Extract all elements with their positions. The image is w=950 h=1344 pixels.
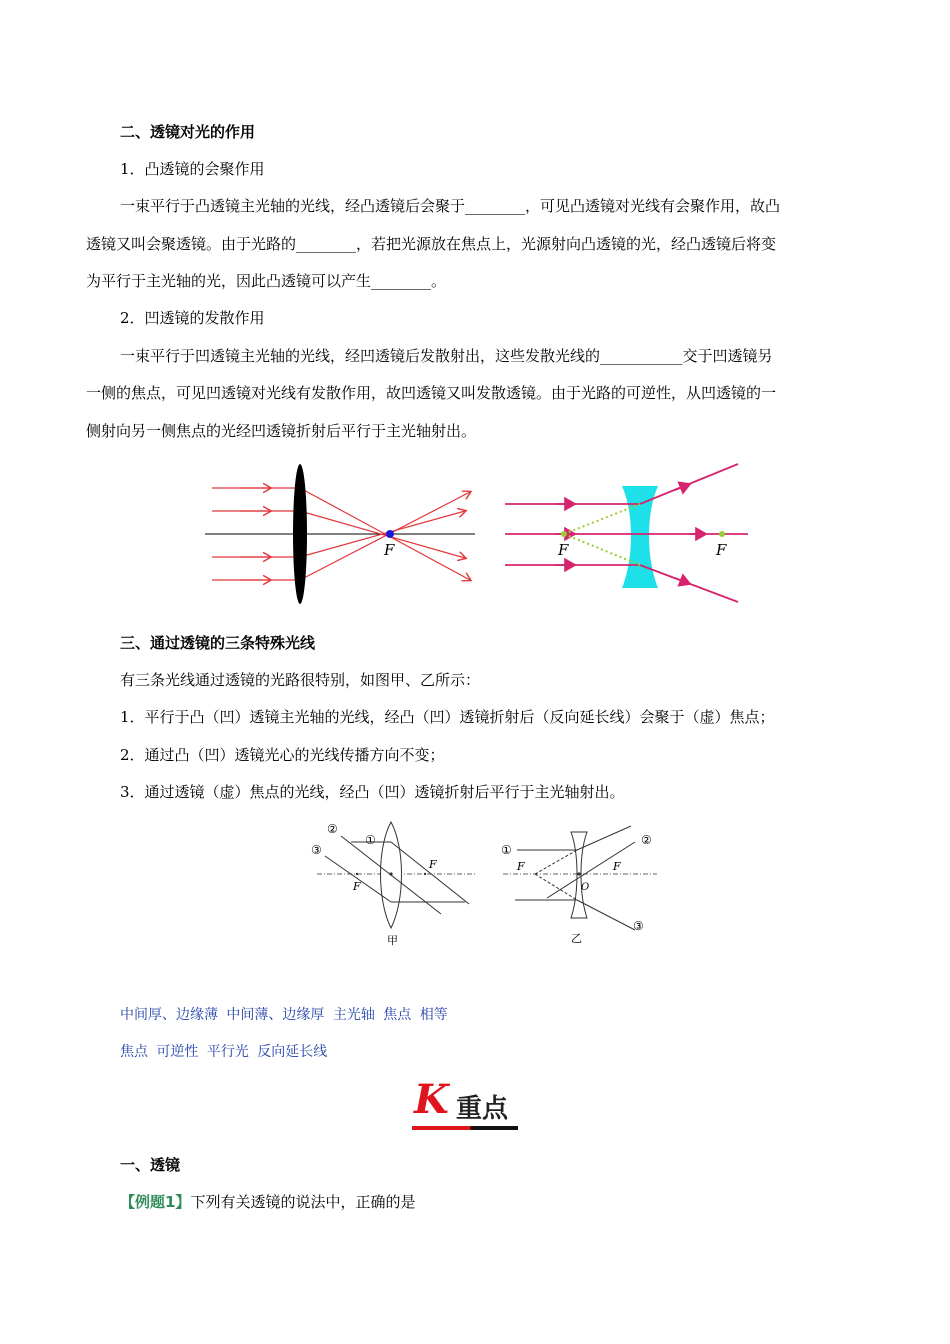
- example-label: 【例题1】: [120, 1193, 191, 1211]
- section-title-special-rays: 三、通过透镜的三条特殊光线: [120, 634, 316, 652]
- svg-text:F: F: [517, 860, 525, 873]
- convex-lens-diagram: [200, 458, 480, 608]
- subheading-concave: 2．凹透镜的发散作用: [120, 309, 265, 327]
- special-ray-item-3: 3．通过透镜（虚）焦点的光线，经凸（凹）透镜折射后平行于主光轴射出。: [120, 783, 625, 801]
- answer-line-2: 焦点 可逆性 平行光 反向延长线: [120, 1044, 328, 1060]
- figure-caption-yi: 乙: [571, 932, 582, 945]
- ray-number-3: ③: [633, 919, 644, 933]
- banner-text: 重点: [456, 1094, 509, 1124]
- section-title-lens: 一、透镜: [120, 1156, 181, 1174]
- concave-lens-diagram: [500, 458, 755, 608]
- ray-number-2: ②: [641, 833, 652, 847]
- paragraph-concave-line-1: 一束平行于凹透镜主光轴的光线，经凹透镜后发散射出，这些发散光线的___________交于凹透镜另: [120, 347, 773, 365]
- example-1: [120, 1192, 415, 1212]
- svg-text:F: F: [429, 858, 437, 871]
- ray-number-1: ①: [365, 833, 376, 847]
- virtual-focus-label-right: F: [716, 541, 727, 559]
- ray-number-3: ③: [311, 843, 322, 857]
- special-rays-intro: 有三条光线通过透镜的光路很特别，如图甲、乙所示：: [120, 671, 481, 689]
- figure-caption-jia: 甲: [387, 934, 398, 947]
- convex-lens-shape: [293, 464, 307, 604]
- paragraph-concave-line-2: 一侧的焦点，可见凹透镜对光线有发散作用，故凹透镜又叫发散透镜。由于光路的可逆性，从凹透镜的一: [86, 384, 777, 402]
- svg-text:F: F: [353, 880, 361, 893]
- ray-number-2: ②: [327, 822, 338, 836]
- key-points-banner: [412, 1076, 518, 1134]
- special-ray-item-2: 2．通过凸（凹）透镜光心的光线传播方向不变；: [120, 746, 445, 764]
- paragraph-convex-line-1: 一束平行于凸透镜主光轴的光线，经凸透镜后会聚于________，可见凸透镜对光线有会聚作用，故凸: [120, 197, 781, 215]
- subheading-convex: 1．凸透镜的会聚作用: [120, 160, 265, 178]
- svg-text:O: O: [581, 882, 590, 893]
- svg-text:F: F: [613, 860, 621, 873]
- banner-letter: K: [414, 1076, 449, 1123]
- banner-underline: [412, 1126, 518, 1130]
- concave-three-rays-diagram: [495, 818, 665, 948]
- special-ray-item-1: 1．平行于凸（凹）透镜主光轴的光线，经凸（凹）透镜折射后（反向延长线）会聚于（虚）焦点；: [120, 708, 775, 726]
- section-title-lens-effect: 二、透镜对光的作用: [120, 123, 256, 141]
- concave-lens-shape: [622, 486, 658, 588]
- paragraph-concave-line-3: 侧射向另一侧焦点的光经凹透镜折射后平行于主光轴射出。: [86, 422, 477, 440]
- virtual-focus-label-left: F: [558, 541, 569, 559]
- paragraph-convex-line-3: 为平行于主光轴的光，因此凸透镜可以产生________。: [86, 272, 447, 290]
- paragraph-convex-line-2: 透镜又叫会聚透镜。由于光路的________，若把光源放在焦点上，光源射向凸透镜的光，经凸透镜后将变: [86, 235, 777, 253]
- ray-number-1: ①: [501, 843, 512, 857]
- example-text: 下列有关透镜的说法中，正确的是: [190, 1193, 416, 1211]
- focal-point-dot: [386, 530, 394, 538]
- convex-three-rays-diagram: [305, 818, 485, 948]
- answer-line-1: 中间厚、边缘薄 中间薄、边缘厚 主光轴 焦点 相等: [120, 1007, 448, 1023]
- focus-label: F: [384, 541, 395, 559]
